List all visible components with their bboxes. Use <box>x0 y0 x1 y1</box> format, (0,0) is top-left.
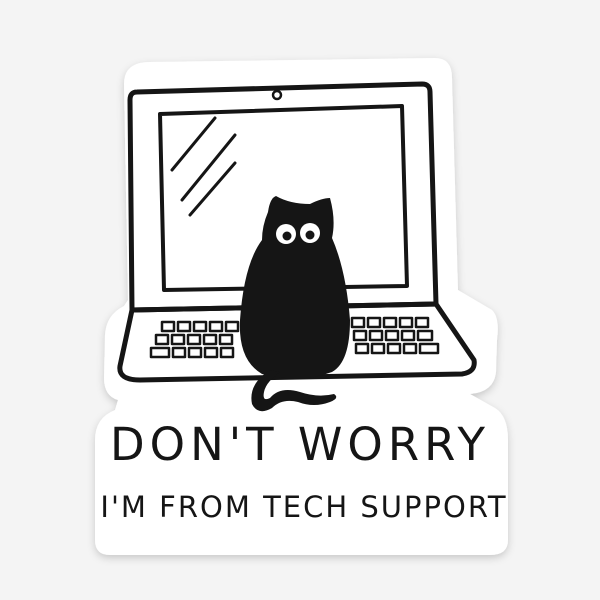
subline-text: I'M FROM TECH SUPPORT <box>100 490 508 524</box>
headline-text: DON'T WORRY <box>110 418 490 471</box>
